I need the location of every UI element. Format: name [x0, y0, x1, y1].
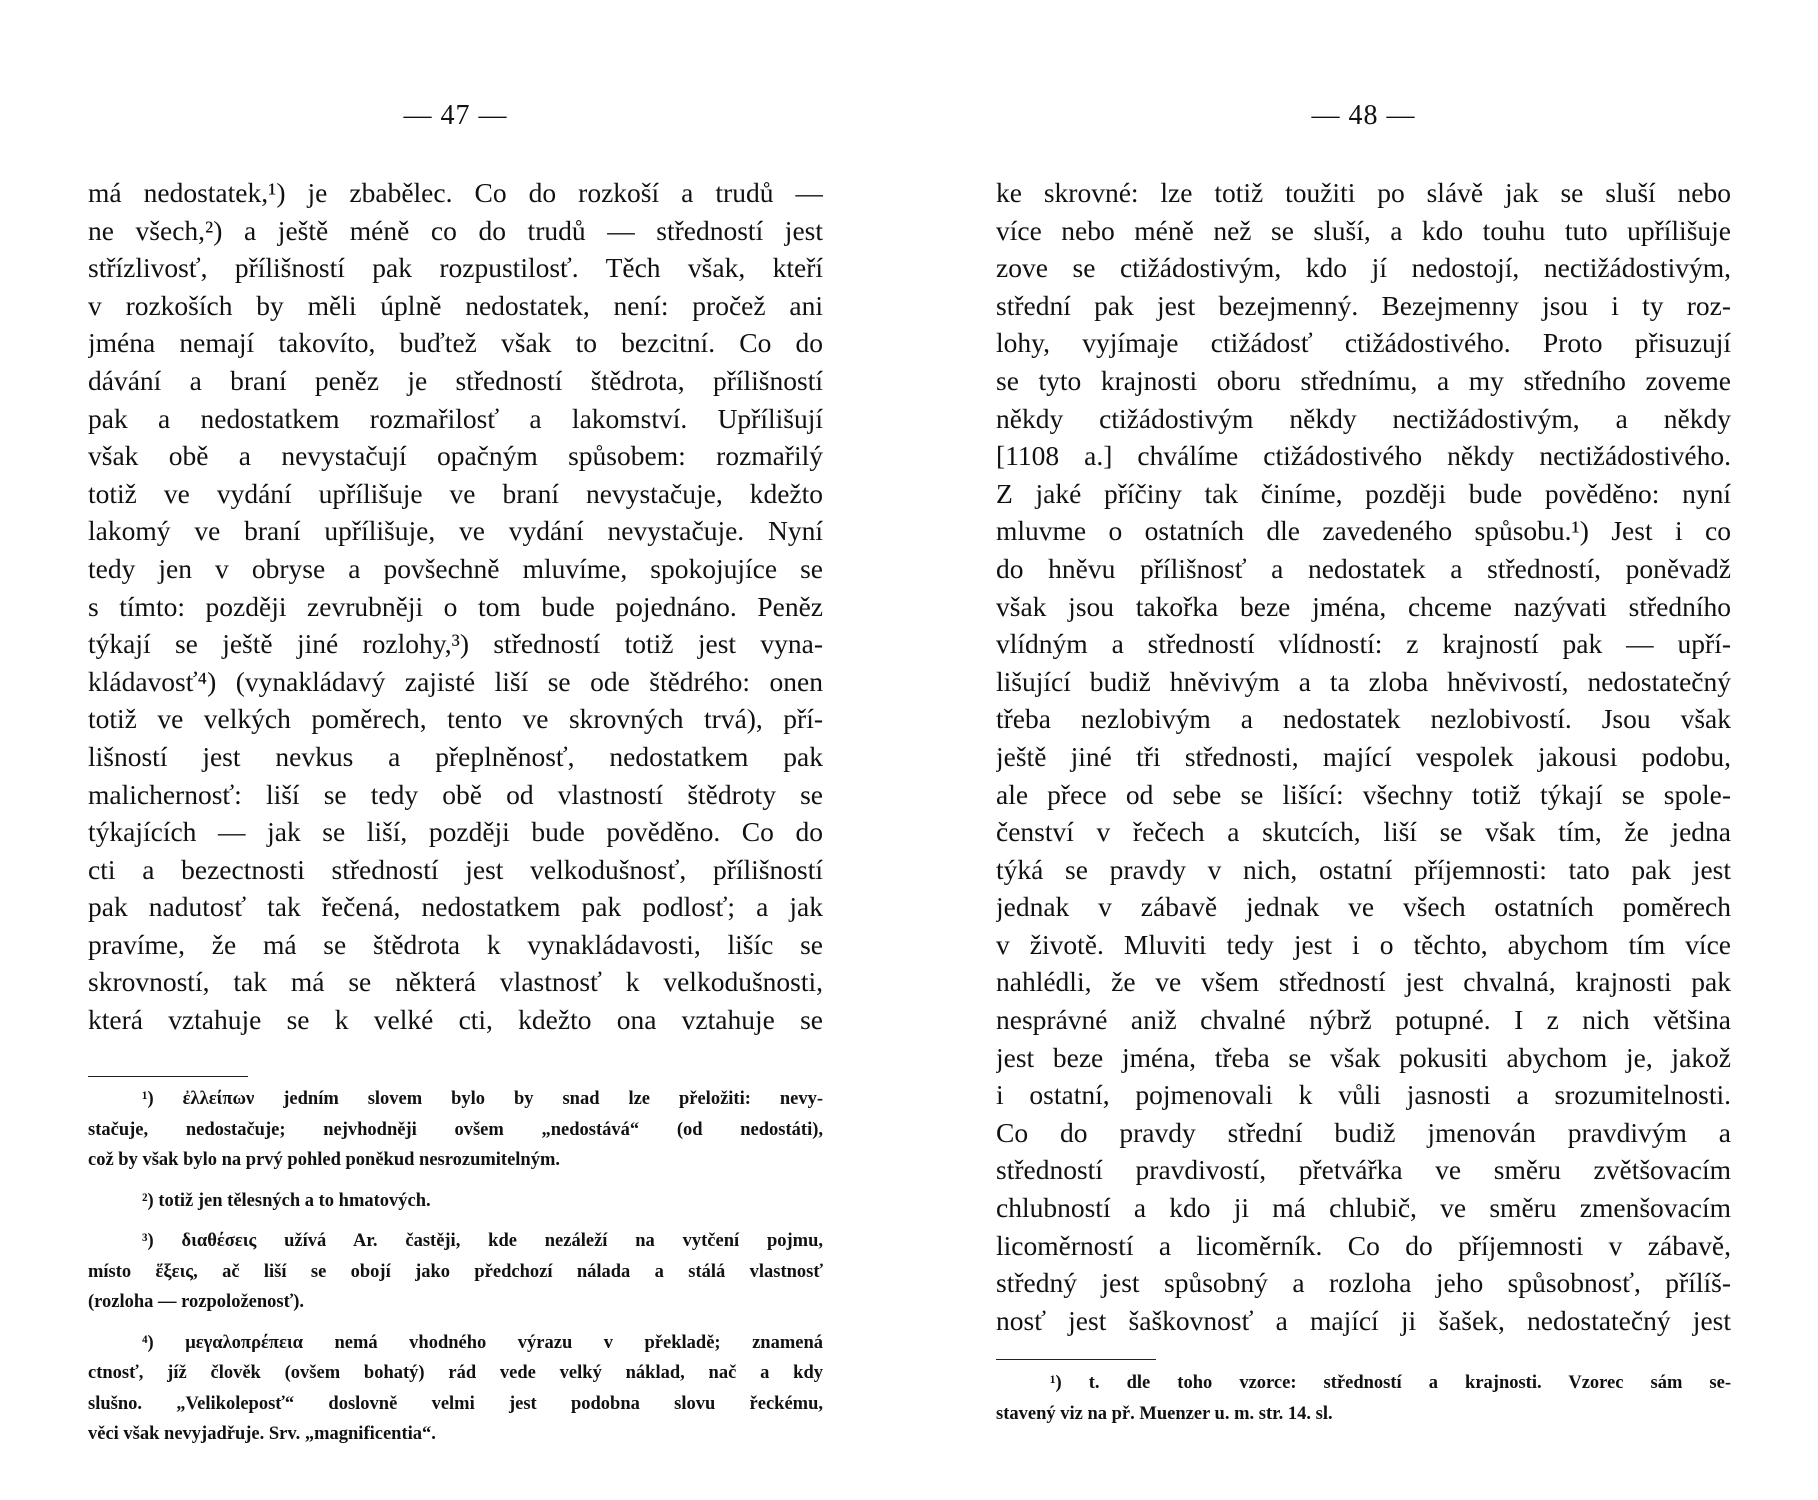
text-line: má nedostatek,¹) je zbabělec. Co do rozkoší a trudů — — [88, 177, 823, 208]
text-line: malichernosť: liší se tedy obě od vlastností štědroty se — [88, 778, 823, 810]
text-line: tedy jen v obryse a povšechně mluvíme, spokojujíce se — [88, 552, 823, 584]
page-number: — 48 — — [1311, 100, 1416, 131]
text-line: jména nemají takovíto, buďtež však to bezcitní. Co do — [88, 327, 823, 359]
footnote-line: což by však bylo na prvý pohled poněkud nesrozumitelným. — [88, 1150, 561, 1170]
footnote-rule — [996, 1359, 1156, 1360]
text-line: vlídným a středností vlídností: z krajností pak — upří- — [996, 628, 1731, 660]
footnote-line: slušno. „Velikoleposť“ doslovně velmi jest podobna slovu řeckému, — [88, 1393, 823, 1414]
text-line: však obě a nevystačují opačným spůsobem: rozmařilý — [88, 440, 823, 472]
text-line: více nebo méně než se sluší, a kdo touhu tuto upřílišuje — [996, 214, 1731, 246]
text-line: čenství v řečech a skutcích, liší se však tím, že jedna — [996, 816, 1731, 848]
text-line: někdy ctižádostivým někdy nectižádostivým, a někdy — [996, 402, 1731, 434]
text-line: lakomý ve braní upřílišuje, ve vydání nevystačuje. Nyní — [88, 515, 823, 547]
page-number: — 47 — — [403, 100, 508, 131]
text-line: pak nadutosť tak řečená, nedostatkem pak podlosť; a jak — [88, 891, 823, 923]
text-line: Z jaké příčiny tak činíme, později bude pověděno: nyní — [996, 477, 1731, 509]
footnote-line: ¹) ἐλλείπων jedním slovem bylo by snad lze přeložiti: nevy- — [142, 1089, 823, 1109]
text-line: totiž ve velkých poměrech, tento ve skrovných trvá), pří- — [88, 703, 823, 735]
text-line: se tyto krajnosti oboru střednímu, a my středního zoveme — [996, 364, 1731, 396]
footnote-line: (rozloha — rozpoloženosť). — [88, 1292, 305, 1312]
text-line: mluvme o ostatních dle zavedeného spůsobu.¹) Jest i co — [996, 515, 1731, 547]
text-line: licoměrností a licoměrník. Co do příjemnosti v zábavě, — [996, 1229, 1731, 1261]
body-text — [996, 174, 1731, 1339]
text-line: i ostatní, pojmenovali k vůli jasnosti a srozumitelnosti. — [996, 1079, 1731, 1111]
text-line: ale přece od sebe se lišící: všechny totiž týkají se spole- — [996, 778, 1731, 810]
body-text — [88, 174, 823, 1039]
text-line: v životě. Mluviti tedy jest i o těchto, abychom tím více — [996, 928, 1731, 960]
text-line: střední pak jest bezejmenný. Bezejmenny jsou i ty roz- — [996, 289, 1731, 321]
text-line: nosť jest šaškovnosť a mající ji šašek, nedostatečný jest — [996, 1304, 1731, 1336]
text-line: nahlédli, že ve všem středností jest chvalná, krajnosti pak — [996, 966, 1731, 998]
footnote-gap — [88, 1216, 823, 1226]
text-line: týkajících — jak se liší, později bude pověděno. Co do — [88, 816, 823, 848]
text-line: do hněvu přílišnosť a nedostatek a středností, poněvadž — [996, 552, 1731, 584]
footnote-line: věci však nevyjadřuje. Srv. „magnificentia“. — [88, 1424, 436, 1444]
text-line: třeba nezlobivým a nedostatek nezlobivostí. Jsou však — [996, 703, 1731, 735]
footnote-line: stavený viz na př. Muenzer u. m. str. 14. sl. — [996, 1403, 1333, 1424]
text-line: dávání a braní peněz je středností štědrota, přílišností — [88, 364, 823, 396]
text-line: však jsou takořka beze jména, chceme nazývati středního — [996, 590, 1731, 622]
text-line: chlubností a kdo ji má chlubič, ve směru zmenšovacím — [996, 1192, 1731, 1224]
text-line: nesprávné aniž chvalné nýbrž potupné. I z nich většina — [996, 1004, 1731, 1036]
footnote-line: ¹) t. dle toho vzorce: středností a krajnosti. Vzorec sám se- — [1050, 1373, 1731, 1393]
footnotes — [996, 1368, 1731, 1429]
text-line: lišností jest nevkus a přeplněnosť, nedostatkem pak — [88, 740, 823, 772]
text-line: kládavosť⁴) (vynakládavý zajisté liší se ode štědrého: onen — [88, 665, 823, 697]
text-line: skrovností, tak má se některá vlastnosť k velkodušnosti, — [88, 966, 823, 998]
text-line: středností pravdivostí, přetvářka ve směru zvětšovacím — [996, 1154, 1731, 1186]
text-line: týkají se ještě jiné rozlohy,³) středností totiž jest vyna- — [88, 628, 823, 660]
footnote-line: ³) διαθέσεις užívá Ar. častěji, kde nezáleží na vytčení pojmu, — [142, 1231, 823, 1251]
text-line: ještě jiné tři střednosti, mající vespolek jakousi podobu, — [996, 740, 1731, 772]
left-page — [88, 0, 823, 1500]
text-line: střízlivosť, přílišností pak rozpustilosť. Těch však, kteří — [88, 252, 823, 284]
text-line: cti a bezectnosti středností jest velkodušnosť, přílišností — [88, 853, 823, 885]
footnote-rule — [88, 1076, 248, 1077]
text-line: lišující budiž hněvivým a ta zloba hněvivostí, nedostatečný — [996, 665, 1731, 697]
text-line: ne všech,²) a ještě méně co do trudů — středností jest — [88, 214, 823, 246]
text-line: [1108 a.] chválíme ctižádostivého někdy nectižádostivého. — [996, 440, 1731, 472]
text-line: pravíme, že má se štědrota k vynakládavosti, lišíc se — [88, 928, 823, 960]
text-line: Co do pravdy střední budiž jmenován pravdivým a — [996, 1116, 1731, 1148]
footnotes — [88, 1084, 823, 1450]
footnote-gap — [88, 1318, 823, 1328]
text-line: jest beze jména, třeba se však pokusiti abychom je, jakož — [996, 1041, 1731, 1073]
text-line: týká se pravdy v nich, ostatní příjemnosti: tato pak jest — [996, 853, 1731, 885]
text-line: ke skrovné: lze totiž toužiti po slávě jak se sluší nebo — [996, 177, 1731, 208]
text-line: jednak v zábavě jednak ve všech ostatních poměrech — [996, 891, 1731, 923]
text-line: s tímto: později zevrubněji o tom bude pojednáno. Peněz — [88, 590, 823, 622]
footnote-line: ²) totiž jen tělesných a to hmatových. — [142, 1190, 431, 1211]
text-line: totiž ve vydání upřílišuje ve braní nevystačuje, kdežto — [88, 477, 823, 509]
text-line: zove se ctižádostivým, kdo jí nedostojí, nectižádostivým, — [996, 252, 1731, 284]
footnote-gap — [88, 1176, 823, 1186]
footnote-line: stačuje, nedostačuje; nejvhodněji ovšem „nedostává“ (od nedostáti), — [88, 1119, 823, 1140]
right-page — [996, 0, 1731, 1500]
footnote-line: ctnosť, jíž člověk (ovšem bohatý) rád vede velký náklad, nač a kdy — [88, 1363, 823, 1383]
text-line: v rozkoších by měli úplně nedostatek, není: pročež ani — [88, 289, 823, 321]
footnote-line: místo ἕξεις, ač liší se obojí jako předchozí nálada a stálá vlastnosť — [88, 1261, 823, 1282]
text-line: lohy, vyjímaje ctižádosť ctižádostivého. Proto přisuzují — [996, 327, 1731, 359]
footnote-line: ⁴) μεγαλοπρέπεια nemá vhodného výrazu v překladě; znamená — [142, 1332, 823, 1353]
text-line: středný jest spůsobný a rozloha jeho spůsobnosť, přílíš- — [996, 1267, 1731, 1299]
text-line: která vztahuje se k velké cti, kdežto ona vztahuje se — [88, 1004, 823, 1036]
text-line: pak a nedostatkem rozmařilosť a lakomství. Upřílišují — [88, 402, 823, 434]
